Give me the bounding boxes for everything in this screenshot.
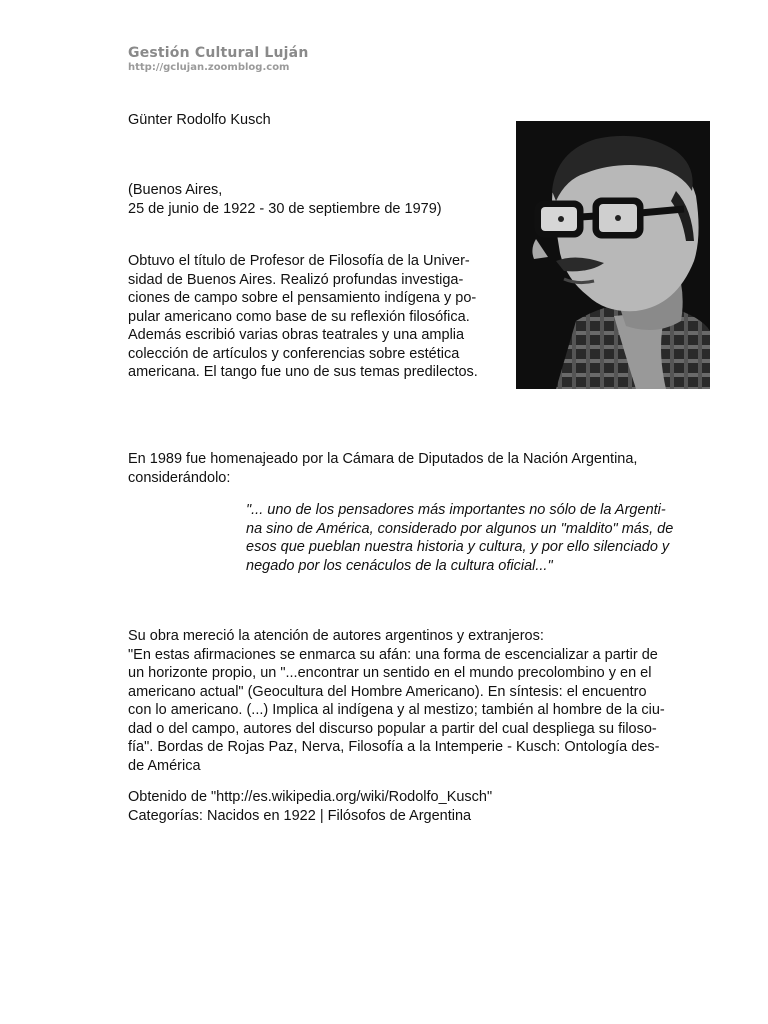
reception-paragraph xyxy=(128,627,665,775)
quote-line: negado por los cenáculos de la cultura oficial..." xyxy=(246,557,553,574)
birth-line: (Buenos Aires, xyxy=(128,182,223,198)
site-url: http://gclujan.zoomblog.com xyxy=(128,62,290,73)
reception-line: "En estas afirmaciones se enmarca su afán: una forma de escencializar a partir de xyxy=(128,646,658,663)
quote-line: esos que pueblan nuestra historia y cultura, y por ello silenciado y xyxy=(246,539,670,555)
birth-line: 25 de junio de 1922 - 30 de septiembre de 1979) xyxy=(128,200,442,217)
quote-block xyxy=(246,501,673,575)
page-header xyxy=(128,44,309,74)
reception-line: dad o del campo, autores del discurso popular a partir del cual despliega su filoso- xyxy=(128,720,657,737)
reception-line: Su obra mereció la atención de autores argentinos y extranjeros: xyxy=(128,628,544,644)
quote-line: na sino de América, considerado por algunos un "maldito" más, de xyxy=(246,520,674,537)
homage-line: En 1989 fue homenajeado por la Cámara de Diputados de la Nación Argentina, xyxy=(128,451,638,467)
bio-line: pular americano como base de su reflexión filosófica. xyxy=(128,308,470,325)
reception-line: un horizonte propio, un "...encontrar un sentido en el mundo precolombino y en el xyxy=(128,665,652,681)
birth-info xyxy=(128,181,442,218)
homage-line: considerándolo: xyxy=(128,469,231,486)
reception-line: fía". Bordas de Rojas Paz, Nerva, Filosofía a la Intemperie - Kusch: Ontología des- xyxy=(128,739,660,755)
reception-line: con lo americano. (...) Implica al indígena y al mestizo; también al hombre de la ciu- xyxy=(128,702,665,718)
bio-line: ciones de campo sobre el pensamiento indígena y po- xyxy=(128,290,477,306)
reception-line: de América xyxy=(128,757,201,774)
reception-line: americano actual" (Geocultura del Hombre Americano). En síntesis: el encuentro xyxy=(128,683,647,700)
source-info xyxy=(128,788,492,825)
homage-paragraph xyxy=(128,450,637,487)
source-link-text: Obtenido de "http://es.wikipedia.org/wiki/Rodolfo_Kusch" xyxy=(128,789,493,805)
quote-line: "... uno de los pensadores más importantes no sólo de la Argenti- xyxy=(246,502,666,518)
site-title: Gestión Cultural Luján xyxy=(128,45,309,61)
bio-line: sidad de Buenos Aires. Realizó profundas investiga- xyxy=(128,271,464,288)
bio-line: Además escribió varias obras teatrales y una amplia xyxy=(128,327,465,343)
bio-line: Obtuvo el título de Profesor de Filosofía de la Univer- xyxy=(128,253,470,269)
person-name: Günter Rodolfo Kusch xyxy=(128,112,271,128)
bio-line: americana. El tango fue uno de sus temas predilectos. xyxy=(128,364,478,380)
biography-paragraph xyxy=(128,252,478,382)
categories-text: Categorías: Nacidos en 1922 | Filósofos de Argentina xyxy=(128,807,472,824)
portrait-photo xyxy=(516,121,710,389)
bio-line: colección de artículos y conferencias sobre estética xyxy=(128,345,460,362)
